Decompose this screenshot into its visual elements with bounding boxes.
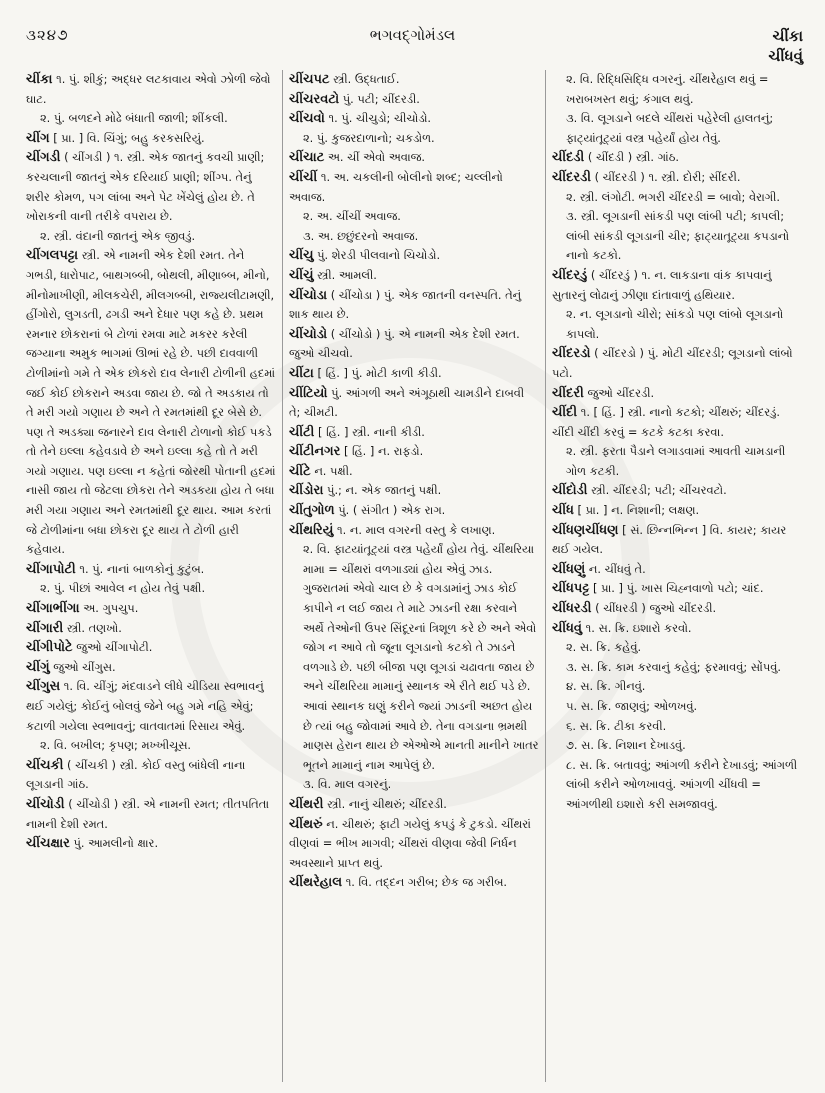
entry-definition: જુઓ ચીંગુસ. <box>53 659 116 674</box>
entry-definition: [ પ્રા. ] પું. ખાસ ચિહ્નવાળો પટો; ચાંદ. <box>593 581 764 596</box>
dictionary-entry <box>552 403 802 442</box>
entry-definition: પું. ( સંગીત ) એક રાગ. <box>338 503 446 518</box>
dictionary-entry <box>289 286 539 325</box>
dictionary-entry <box>289 129 539 149</box>
entry-definition: ૧. પું. શીકું; અદ્ધર લટકાવાય એવો ઝોળી જેવો ઘાટ. <box>26 72 271 106</box>
dictionary-entry <box>289 775 539 795</box>
entry-headword: ચીંચપટ <box>289 72 330 87</box>
dictionary-entry <box>552 168 802 188</box>
running-title: ભગવદ્ગોમંડલ <box>369 26 456 44</box>
entry-definition: ૨. સ્ત્રી. લંગોટી. ભગરી ચીંદરડી = બાવો; વેરાગી. <box>566 189 780 204</box>
entry-definition: સ્ત્રી. એ નામની એક દેશી રમત. તેને ગભડી, ધારોપાટ, બાથગબ્બી, બોથલી, મીણાબ્બ, મીનો, મીનોમાખીણી, મીલકચેરી, મીલગબ્બી, રાજ્યલીટામણી, હીંગોરો, લુગડતી, ઢગડી અને દેધાર પણ કહે છે. પ્રથમ રમનાર છોકરાનાં બે ટોળાં રમવા માટે મકરર કરેલી જગ્યાના અમુક ભાગમાં ઊભાં રહે છે. પછી દાવવાળી ટોળીમાંનો ગમે તે એક છોકરો દાવ લેનારી ટોળીની હદમાં જઈ કોઈ છોકરાને અડવા જાય છે. જો તે અડકાય તો તે મરી ગયો ગણાય છે અને તે રમતમાંથી દૂર બેસે છે. પણ તે અડક્યા જનારને દાવ લેનારી ટોળાનો કોઈ પકડે તો તેને ઇલ્લા કહેવડાવે છે અને ઇલ્લા કહે તો તે મરી ગયો ગણાય. પણ ઇલ્લા ન કહેતાં જોરથી પોતાની હદમાં નાસી જાય તો જેટલા છોકરા તેને અડકયા હોય તે બધા મરી ગયા ગણાય અને રમતમાંથી દૂર થાય. આમ કરતાં જે ટોળીમાંના બધા છોકરા દૂર થાય તે ટોળી હારી કહેવાય. <box>26 248 276 557</box>
entry-definition: જુઓ ચીંગાપોટી. <box>76 640 153 655</box>
entry-headword: ચીંગ <box>26 130 50 146</box>
entry-definition: જુઓ ચીંદરડી. <box>587 385 655 400</box>
entry-headword: ચીંથરેહાલ <box>289 875 343 891</box>
dictionary-entry <box>552 677 802 697</box>
entry-definition: [ હિં. ] પું. મોટી કાળી કીડી. <box>317 365 442 380</box>
entry-definition: ૩. સ્ત્રી. લૂગડાની સાંકડી પણ લાંબી પટી; કાપલી; લાંબી સાંકડી લૂગડાની ચીર; ફાટ્યાતૂટ્યા કપડાનો નાનો કટકો. <box>566 209 790 263</box>
entry-headword: ચીંતુગોળ <box>289 503 335 519</box>
dictionary-entry <box>26 658 276 678</box>
entry-definition: પું. આંગળી અને અંગૂઠાથી ચામડીને દાબવી તે; ચીમટી. <box>289 385 525 420</box>
column-2 <box>282 70 545 1082</box>
entry-headword: ચીંચાટ <box>289 150 325 166</box>
entry-definition: ૧. સ. ક્રિ. ઇશારો કરવો. <box>585 620 692 635</box>
entry-headword: ચીંદડી <box>552 150 585 166</box>
dictionary-entry <box>289 70 539 90</box>
dictionary-entry <box>552 521 802 560</box>
entry-definition: [ હિં. ] ન. રાફડો. <box>343 444 424 459</box>
entry-definition: ૧. [ હિં. ] સ્ત્રી. નાનો કટકો; ચીંથરું; ચીંદરડું. ચીંદી ચીંદી કરવું = કટકે કટકા કરવા. <box>552 405 780 439</box>
entry-definition: ૨. પું. કુજરદાળાનો; ચકડોળ. <box>303 130 435 145</box>
dictionary-entry <box>26 148 276 226</box>
dictionary-entry <box>26 599 276 619</box>
entry-definition: ( ચીંગડી ) ૧. સ્ત્રી. એક જાતનું કવચી પ્રાણી; કરચલાની જાતનું એક દરિયાઈ પ્રાણી; શીંગ્પ. તેનું શરીર કોમળ, પગ લાંબા અને પેટ ખેંચેલું હોય છે. તે ખોરાકની વાની તરીકે વપરાય છે. <box>26 150 265 224</box>
dictionary-entry <box>289 266 539 286</box>
entry-definition: ૧. વિ. ચીંગું; મંદવાડને લીધે ચીડિયા સ્વભાવનું થઈ ગયેલું; કોઈનું બોલવું જેને બહુ ગમે નહિ એવું; કટાળી ગયેલા સ્વભાવનું; વાતવાતમાં રિસાય એવું. <box>26 679 264 733</box>
entry-definition: ( ચીંદરડી ) ૧. સ્ત્રી. દોરી; સીંદરી. <box>594 169 741 184</box>
dictionary-entry <box>289 815 539 874</box>
dictionary-entry <box>26 227 276 247</box>
dictionary-entry <box>552 266 802 305</box>
entry-definition: ( ચીંદડી ) સ્ત્રી. ગાંઠ. <box>587 150 679 165</box>
guide-words <box>768 26 803 66</box>
dictionary-entry <box>289 325 539 364</box>
entry-definition: પું.; ન. એક જાતનું પક્ષી. <box>327 483 442 498</box>
entry-definition: સ્ત્રી. આમલી. <box>317 267 377 282</box>
dictionary-entry <box>552 619 802 639</box>
dictionary-entry <box>289 246 539 266</box>
dictionary-entry <box>289 873 539 893</box>
entry-definition: ૨. સ. ક્રિ. કહેવું. <box>566 640 642 655</box>
entry-definition: ( ચીંચોડા ) પું. એક જાતની વનસ્પતિ. તેનું શાક થાય છે. <box>289 287 522 322</box>
dictionary-entry <box>26 70 276 109</box>
dictionary-entry <box>26 109 276 129</box>
entry-headword: ચીંચુ <box>289 248 314 264</box>
entry-definition: અ. ગુપચુપ. <box>83 601 139 616</box>
entry-headword: ચીંગું <box>26 659 50 675</box>
entry-definition: ૧. પું. ચીચુડો; ચીચોડો. <box>328 111 432 126</box>
entry-headword: ચીંચકી <box>26 757 64 773</box>
dictionary-entry <box>552 717 802 737</box>
column-1 <box>20 70 282 1082</box>
dictionary-entry <box>552 305 802 344</box>
dictionary-entry <box>289 207 539 227</box>
dictionary-entry <box>26 834 276 854</box>
entry-definition: ૨. વિ. રિદ્ધિસિદ્ધિ વગરનું. ચીંથરેહાલ થવું = ખરાબખસ્ત થવું; કંગાલ થવું. <box>566 72 769 106</box>
entry-definition: ૨. પું. પીછાં આવેલ ન હોય તેવું પક્ષી. <box>40 581 206 596</box>
dictionary-entry <box>552 442 802 481</box>
page-number: ૩૨૪૭ <box>26 26 69 44</box>
entry-definition: ( ચીંચોડો ) પું. એ નામની એક દેશી રમત. જુઓ ચીચવો. <box>289 326 520 361</box>
entry-definition: ( ચીંચકી ) સ્ત્રી. કોઈ વસ્તુ બાંધેલી નાના લૂગડાની ગાંઠ. <box>26 757 246 792</box>
entry-definition: પું. પટી; ચીંદરડી. <box>342 91 420 106</box>
page-header <box>0 0 825 70</box>
dictionary-entry <box>289 168 539 207</box>
entry-definition: ૧. પું. નાનાં બાળકોનું કુટુંબ. <box>79 561 205 576</box>
entry-definition: ( ચીંધરડી ) જુઓ ચીંદરડી. <box>595 601 717 616</box>
entry-headword: ચીંદરડો <box>552 346 591 362</box>
entry-definition: ૩. અ. છછુંદરનો અવાજ. <box>303 228 419 243</box>
dictionary-entry <box>552 501 802 521</box>
entry-headword: ચીંદોડી <box>552 483 588 499</box>
dictionary-entry <box>552 207 802 266</box>
dictionary-entry <box>26 246 276 560</box>
entry-headword: ચીંચું <box>289 267 314 283</box>
entry-headword: ચીંચરવટો <box>289 91 340 107</box>
dictionary-entry <box>289 442 539 462</box>
entry-definition: ૮. સ. ક્રિ. બતાવવું; આંગળી કરીને દેખાડવું; આંગળી લાંબી કરીને ઓળખાવવું. આંગળી ચીંધવી = આંગળીથી ઇશારો કરી સમજાવવું. <box>566 757 798 811</box>
entry-definition: ન. ચીંધવું તે. <box>588 561 646 576</box>
entry-definition: સ્ત્રી. નાનું ચીથરું; ચીંદરડી. <box>327 796 447 811</box>
entry-headword: ચીંદરી <box>552 385 584 401</box>
entry-definition: ન. ચીથરું; ફાટી ગયેલું કપડું કે ટુકડો. ચીંથરાં વીણવાં = ભીખ માગવી; ચીંથરાં વીણવા જેવી નિર્ધન અવસ્થાને પ્રાપ્ત થવું. <box>289 816 531 870</box>
dictionary-entry <box>552 638 802 658</box>
dictionary-entry <box>289 540 539 775</box>
entry-definition: ( ચીંદરડું ) ૧. ન. લાકડાના વાંક કાપવાનું સુતારનું લોઢાનું ઝીણા દાંતાવાળું હથિયાર. <box>552 267 772 302</box>
entry-definition: ૨. ન. લૂગડાનો ચીરો; સાંકડો પણ લાંબો લૂગડાનો કાપલો. <box>566 307 784 341</box>
entry-headword: ચીંગાભીંગા <box>26 601 80 617</box>
dictionary-entry <box>552 148 802 168</box>
dictionary-entry <box>289 364 539 384</box>
entry-headword: ચીંગલપટ્ટા <box>26 248 79 264</box>
dictionary-entry <box>552 756 802 815</box>
entry-definition: ૧. ન. માલ વગરની વસ્તુ કે લખાણ. <box>337 522 496 537</box>
entry-headword: ચીંથરિયું <box>289 522 334 538</box>
entry-headword: ચીંધણું <box>552 561 586 577</box>
dictionary-entry <box>552 344 802 383</box>
entry-headword: ચીંગુસ <box>26 679 61 695</box>
dictionary-entry <box>289 501 539 521</box>
entry-definition: [ પ્રા. ] ન. નિશાની; લક્ષણ. <box>577 503 700 518</box>
entry-definition: ૨. વિ. ફાટયાંતૂટ્યાં વસ્ત્ર પહેર્યાં હોય તેવું. ચીંથરિયા મામા = ચીંથરાં વળગાડ્યાં હોય એવું ઝાડ. ગુજરાતમાં એવો ચાલ છે કે વગડામાંનું ઝાડ કોઈ કાપીને ન લઈ જાય તે માટે ઝાડની રક્ષા કરવાને અર્થે તેઓની ઉપર સિંદૂરનાં ત્રિશૂળ કરે છે અને એવો જોગ ન આવે તો જૂના લૂગડાનો કટકો તે ઝાડને વળગાડે છે. પછી બીજા પણ લૂગડાં ચઢાવતા જાય છે અને ચીંથરિયા મામાનું સ્થાનક એ રીતે થઈ પડે છે. આવાં સ્થાનક ઘણું કરીને જ્યાં ઝાડની અછત હોય છે ત્યાં બહુ જોવામાં આવે છે. તેના વગડાના ભ્રમથી માણસ હેરાન થાય છે એઓએ માનતી માનીને ખાતર ભૂતને મામાનું નામ આપેલું છે. <box>303 542 539 772</box>
dictionary-entry <box>289 795 539 815</box>
entry-headword: ચીંટીનગર <box>289 444 341 460</box>
dictionary-entry <box>552 599 802 619</box>
entry-definition: [ પ્રા. ] વિ. ચિંગું; બહુ કરકસરિયું. <box>53 130 205 145</box>
entry-definition: ૨. વિ. બખીલ; કૃપણ; મખ્ખીચૂસ. <box>40 738 192 753</box>
entry-definition: ૨. સ્ત્રી. વંદાની જાતનું એક જીવડું. <box>40 228 196 243</box>
entry-headword: ચીંધવું <box>552 620 583 636</box>
entry-definition: ૧. વિ. તદ્દન ગરીબ; છેક જ ગરીબ. <box>345 875 507 890</box>
entry-headword: ચીંગીપોટે <box>26 640 73 656</box>
dictionary-entry <box>552 658 802 678</box>
dictionary-entry <box>26 619 276 639</box>
entry-headword: ચીંથરી <box>289 796 324 812</box>
entry-definition: ૩. વિ. માલ વગરનું. <box>303 777 392 792</box>
entry-headword: ચીંગાપોટી <box>26 561 76 577</box>
entry-headword: ચીંધણચીંધણ <box>552 522 619 538</box>
entry-headword: ચીંધ <box>552 503 574 519</box>
entry-headword: ચીંચક્ષાર <box>26 836 70 852</box>
column-3 <box>545 70 808 1082</box>
entry-headword: ચીંધરડી <box>552 601 592 617</box>
entry-definition: પું. આમલીનો ક્ષાર. <box>73 836 159 851</box>
dictionary-entry <box>552 736 802 756</box>
entry-headword: ચીંકા <box>26 72 53 87</box>
entry-headword: ચીંધપટ્ટ <box>552 581 590 597</box>
entry-headword: ચીંથરું <box>289 816 323 832</box>
dictionary-entry <box>552 697 802 717</box>
entry-headword: ચીંટિયો <box>289 385 328 401</box>
entry-definition: ૨. પું. બળદને મોઢે બંધાતી જાળી; શીંકલી. <box>40 111 228 126</box>
entry-definition: પું. શેરડી પીલવાનો ચિચોડો. <box>317 248 441 263</box>
entry-headword: ચીંચોડો <box>289 326 328 342</box>
entry-definition: ( ચીંચોડી ) સ્ત્રી. એ નામની રમત; તીતપતિતા નામની દેશી રમત. <box>26 796 270 831</box>
entry-definition: ન. પક્ષી. <box>314 463 353 478</box>
entry-definition: [ હિં. ] સ્ત્રી. નાની કીડી. <box>318 424 425 439</box>
dictionary-entry <box>26 560 276 580</box>
dictionary-entry <box>289 384 539 423</box>
guide-word-last: ચીંધવું <box>768 47 803 65</box>
entry-headword: ચીંચવો <box>289 111 325 127</box>
entry-definition: સ્ત્રી. ઉદ્ધતાઈ. <box>333 72 400 86</box>
dictionary-entry <box>552 384 802 404</box>
entry-definition: ૩. સ. ક્રિ. કામ કરવાનું કહેવું; ફરમાવવું; સોંપવું. <box>566 659 781 674</box>
dictionary-entry <box>26 756 276 795</box>
dictionary-entry <box>289 90 539 110</box>
dictionary-entry <box>552 579 802 599</box>
entry-definition: અ. ચીં એવો અવાજ. <box>327 150 426 165</box>
dictionary-entry <box>552 70 802 109</box>
entry-headword: ચીંડોરા <box>289 483 324 499</box>
entry-headword: ચીંચોડા <box>289 287 328 303</box>
dictionary-entry <box>26 579 276 599</box>
dictionary-entry <box>552 188 802 208</box>
entry-headword: ચીંચીં <box>289 169 318 185</box>
dictionary-entry <box>289 481 539 501</box>
dictionary-entry <box>26 129 276 149</box>
entry-headword: ચીંગારી <box>26 620 64 636</box>
dictionary-entry <box>289 521 539 541</box>
entry-headword: ચીંટા <box>289 365 314 381</box>
dictionary-entry <box>26 638 276 658</box>
entry-definition: [ સં. છિન્નભિન્ન ] વિ. કાયર; કાયર થઈ ગયેલ. <box>552 522 787 557</box>
dictionary-entry <box>289 109 539 129</box>
entry-definition: ( ચીંદરડો ) પું. મોટી ચીંદરડી; લૂગડાનો લાંબો પટો. <box>552 346 793 380</box>
dictionary-entry <box>26 795 276 834</box>
entry-headword: ચીંટે <box>289 463 311 479</box>
entry-definition: ૪. સ. ક્રિ. ગીનવું. <box>566 679 646 694</box>
entry-headword: ચીંદી <box>552 405 578 421</box>
entry-definition: સ્ત્રી. તણખો. <box>66 620 122 635</box>
dictionary-entry <box>552 481 802 501</box>
entry-definition: ૭. સ. ક્રિ. નિશાન દેખાડવું. <box>566 738 686 753</box>
entry-definition: ૩. વિ. લૂગડાને બદલે ચીંથરાં પહેરેલી હાલતનું; ફાટ્યાંતૂટ્યાં વસ્ત્ર પહેર્યાં હોય તેવું. <box>566 111 774 145</box>
dictionary-columns <box>20 70 808 1082</box>
entry-definition: ૨. અ. ચીંચીં અવાજ. <box>303 209 401 224</box>
entry-definition: ૫. સ. ક્રિ. જાણવું; ઓળખવું. <box>566 699 698 713</box>
dictionary-entry <box>289 148 539 168</box>
entry-headword: ચીંટી <box>289 424 315 440</box>
dictionary-entry <box>26 677 276 736</box>
entry-definition: ૨. સ્ત્રી. ફરતા પૈડાને લગાડવામાં આવતી ચામડાની ગોળ કટકી. <box>566 444 786 478</box>
entry-definition: સ્ત્રી. ચીંદરડી; પટી; ચીંચરવટો. <box>591 483 727 498</box>
dictionary-entry <box>289 423 539 443</box>
entry-headword: ચીંદરડું <box>552 267 588 283</box>
dictionary-entry <box>26 736 276 756</box>
entry-headword: ચીંચોડી <box>26 796 65 812</box>
entry-definition: ૧. અ. ચકલીની બોલીનો શબ્દ; ચલ્લીનો અવાજ. <box>289 169 503 204</box>
dictionary-entry <box>552 109 802 148</box>
entry-definition: ૬. સ. ક્રિ. ટીકા કરવી. <box>566 718 667 733</box>
dictionary-entry <box>289 227 539 247</box>
entry-headword: ચીંગડી <box>26 150 61 166</box>
guide-word-first: ચીંકા <box>772 27 803 45</box>
dictionary-entry <box>552 560 802 580</box>
dictionary-entry <box>289 462 539 482</box>
entry-headword: ચીંદરડી <box>552 169 591 185</box>
